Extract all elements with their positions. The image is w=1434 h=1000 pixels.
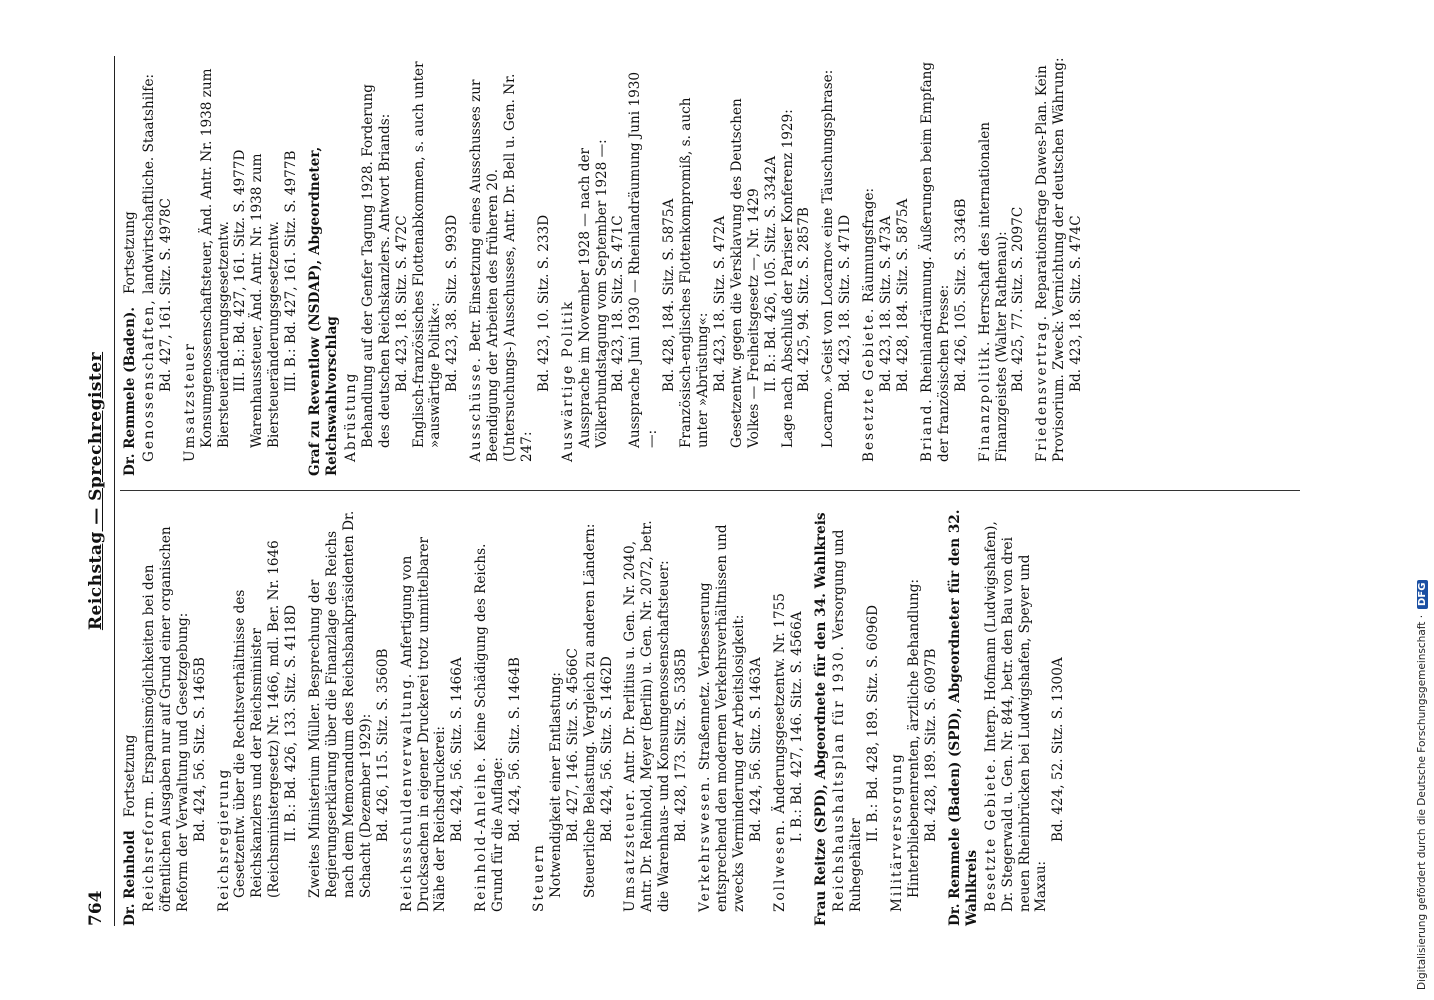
entry-keyword: Friedensvertrag.	[1034, 313, 1051, 462]
entry-reference: Bd. 423, 18. Sitz. S. 471D	[837, 214, 854, 392]
entry-reference: Bd. 427, 146. Sitz. S. 4566C	[564, 648, 581, 842]
speaker-heading	[947, 506, 981, 926]
entry-text: Notwendigkeit einer Entlastung:	[547, 672, 564, 898]
entry-reference: Bd. 428, 184. Sitz. S. 5875A	[661, 198, 678, 392]
entry-text: Französisch-englisches Flottenkompromiß, s. auch unter »Abrüstung«:	[678, 97, 711, 448]
entry-text: Versorgung und Ruhegehälter	[831, 529, 865, 912]
entry-text: Warenhaussteuer, Änd. Antr. Nr. 1938 zum Biersteueränderungsgesetzentw.	[249, 153, 283, 448]
page-header	[80, 56, 115, 926]
entry-keyword: Locarno.	[820, 387, 837, 448]
entry-reference: II. B.: Bd. 426, 105. Sitz. S. 3342A	[762, 156, 779, 392]
entry-reference: Bd. 424, 56. Sitz. S. 1466A	[449, 657, 466, 842]
entry-keyword: Genossenschaften,	[140, 298, 157, 462]
right-column	[122, 56, 1092, 476]
register-entry	[141, 56, 175, 476]
register-entry	[861, 56, 912, 476]
entry-reference: Bd. 428, 173. Sitz. S. 5385B	[673, 648, 690, 842]
entry-text: »Geist von Locarno« eine Täuschungsphrase:	[820, 69, 837, 384]
rotated-page	[80, 56, 1320, 926]
entry-keyword: Ausschüsse.	[468, 356, 485, 462]
entry-reference: Bd. 428, 189. Sitz. S. 6097B	[922, 648, 939, 842]
entry-reference: Bd. 425, 94. Sitz. S. 2857B	[796, 207, 813, 392]
entry-text: Änderungsgesetzentw. Nr. 1755	[771, 593, 788, 814]
entry-keyword: Reichsreform.	[140, 788, 157, 912]
entry-reference: Bd. 424, 56. Sitz. S. 1462D	[598, 656, 615, 842]
entry-text: Antr. Dr. Perlitius u. Gen. Nr. 2040, Antr. Dr. Reinhold, Meyer (Berlin) u. Gen. Nr. 2072, betr. die Warenhaus- und Konsumgenossenschaftsteuer:	[622, 520, 673, 912]
entry-reference: II. B.: Bd. 428, 189. Sitz. S. 6096D	[865, 605, 882, 842]
entry-reference: Bd. 423, 18. Sitz. S. 473A	[878, 215, 895, 392]
register-entry	[697, 506, 765, 926]
register-entry	[343, 56, 461, 476]
entry-text: Räumungsfrage:	[861, 187, 878, 303]
entry-reference: Bd. 423, 10. Sitz. S. 233D	[535, 214, 552, 392]
speaker-name: Dr. Remmele (Baden).	[122, 306, 138, 476]
entry-text: Englisch-französisches Flottenabkommen, s. auch unter »auswärtige Politik«:	[410, 61, 444, 448]
entry-text: Hinterbliebenenrenten, ärztliche Behandlung:	[906, 578, 923, 898]
entry-keyword: Reichsregierung	[215, 767, 232, 912]
entry-keyword: Reichshaushaltsplan für 1930.	[831, 644, 848, 912]
entry-reference: Bd. 425, 77. Sitz. S. 2097C	[1010, 206, 1027, 392]
entry-reference: II. B.: Bd. 426, 133. Sitz. S. 4118D	[283, 605, 300, 842]
speaker-name: Graf zu Reventlow (NSDAP), Abgeordneter, Reichswahlvorschlag	[307, 146, 340, 476]
register-entry	[831, 506, 882, 926]
entry-text: Ersparnismöglichkeiten bei den öffentlichen Ausgaben nur auf Grund einer organischen Reform der Verwaltung und Gesetzgebung:	[140, 526, 191, 912]
left-column	[122, 506, 1074, 926]
entry-reference: Bd. 424, 56. Sitz. S. 1463A	[747, 657, 764, 842]
entry-text: Interp. Hofmann (Ludwigshafen), Dr. Stegerwald u. Gen. Nr. 844, betr. den Bau von drei neuen Rheinbrücken bei Ludwigshafen, Speyer und Maxau:	[982, 521, 1050, 912]
entry-text: Anfertigung von Drucksachen in eigener Druckerei trotz unmittelbarer Nähe der Reichsdruckerei:	[398, 536, 449, 912]
dfg-logo: DFG	[1417, 580, 1428, 609]
entry-keyword: Steuern	[530, 843, 547, 912]
entry-keyword: Abrüstung	[342, 371, 359, 462]
column-divider	[120, 490, 1300, 491]
entry-text: Reparationsfrage Dawes-Plan. Kein Provisorium. Zweck: Vernichtung der deutschen Währung:	[1034, 57, 1068, 462]
entry-text: Steuerliche Belastung. Vergleich zu anderen Ländern:	[581, 523, 598, 898]
entry-reference: III. B.: Bd. 427, 161. Sitz. S. 4977D	[232, 149, 249, 392]
register-entry	[622, 506, 690, 926]
register-entry	[977, 56, 1028, 476]
register-entry	[820, 56, 854, 476]
running-title: Reichstag — Sprechregister	[86, 351, 106, 631]
entry-reference: Bd. 423, 18. Sitz. S. 472A	[711, 215, 728, 392]
entry-keyword: Briand.	[918, 397, 935, 462]
credit-text: Digitalisierung gefördert durch die Deutsche Forschungsgemeinschaft ·	[1416, 614, 1428, 990]
entry-keyword: Besetzte Gebiete.	[861, 306, 878, 462]
entry-keyword: Militärversorgung	[889, 752, 906, 912]
entry-text: Besprechung der Regierungserklärung über die Finanzlage des Reichs nach dem Memorandum des Reichsbankpräsidenten Dr. Schacht (Dezember 1929):	[307, 510, 374, 898]
digitization-credit	[1416, 580, 1428, 990]
entry-text: Aussprache im November 1928 — nach der Völkerbundstagung vom September 1928 —:	[576, 139, 610, 448]
register-entry	[468, 56, 553, 476]
register-entry	[141, 506, 209, 926]
entry-keyword: Verkehrswesen.	[697, 774, 714, 912]
register-entry	[1034, 56, 1085, 476]
register-entry	[889, 506, 940, 926]
register-entry	[182, 56, 300, 476]
entry-text: Rheinlandräumung. Äußerungen beim Empfang der französischen Presse:	[918, 61, 952, 462]
entry-keyword: Zollwesen.	[771, 817, 788, 912]
entry-keyword: Reichsschuldenverwaltung.	[398, 671, 415, 912]
entry-text: Lage nach Abschluß der Pariser Konferenz 1929:	[779, 109, 796, 448]
register-entry	[772, 506, 806, 926]
entry-reference: Bd. 427, 161. Sitz. S. 4978C	[157, 198, 174, 392]
entry-keyword: Reinhold-Anleihe.	[473, 755, 490, 912]
page-number: 764	[86, 890, 106, 926]
entry-text: landwirtschaftliche. Staatshilfe:	[140, 73, 157, 294]
entry-text: Betr. Einsetzung eines Ausschusses zur Beendigung der Arbeiten des früheren 20. (Untersuchungs-) Ausschusses, Antr. Dr. Bell u. Gen. Nr. 247:	[468, 73, 535, 462]
entry-keyword: Zweites Ministerium Müller.	[307, 702, 324, 898]
entry-keyword: Umsatzsteuer.	[622, 787, 639, 912]
entry-text: Gesetzentw. über die Rechtsverhältnisse des Reichskanzlers und der Reichsminister (Reichsministergesetz) Nr. 1466, mdl. Ber. Nr. 1646	[232, 540, 283, 898]
entry-reference: Bd. 423, 18. Sitz. S. 474C	[1068, 215, 1085, 392]
register-entry	[399, 506, 467, 926]
entry-text: Gesetzentw. gegen die Versklavung des Deutschen Volkes — Freiheitsgesetz —, Nr. 1429	[728, 98, 762, 448]
entry-reference: Bd. 423, 38. Sitz. S. 993D	[444, 214, 461, 392]
register-entry	[560, 56, 814, 476]
entry-text: Aussprache Juni 1930 — Rheinlandräumung Juni 1930 —:	[627, 71, 661, 448]
entry-reference: I. B.: Bd. 427, 146. Sitz. S. 4566A	[788, 611, 805, 842]
register-entry	[473, 506, 524, 926]
entry-text: Keine Schädigung des Reichs. Grund für die Auflage:	[473, 543, 507, 912]
speaker-heading	[122, 506, 139, 926]
entry-text: Konsumgenossenschaftsteuer, Änd. Antr. Nr. 1938 zum Biersteueränderungsgesetzentw.	[198, 68, 232, 448]
entry-keyword: Umsatzsteuer	[181, 342, 198, 462]
entry-reference: Bd. 428, 184. Sitz. S. 5875A	[894, 198, 911, 392]
entry-keyword: Besetzte Gebiete.	[982, 756, 999, 912]
entry-keyword: Finanzpolitik.	[976, 339, 993, 462]
continuation-label: Fortsetzung	[122, 211, 138, 295]
entry-reference: Bd. 426, 115. Sitz. S. 3560B	[374, 648, 391, 842]
speaker-heading	[307, 56, 341, 476]
speaker-name: Dr. Remmele (Baden) (SPD), Abgeordneter für den 32. Wahlkreis	[946, 509, 980, 926]
speaker-heading	[813, 506, 830, 926]
continuation-label: Fortsetzung	[122, 734, 138, 818]
entry-reference: Bd. 426, 105. Sitz. S. 3346B	[952, 198, 969, 392]
register-entry	[983, 506, 1068, 926]
register-entry	[216, 506, 301, 926]
speaker-name: Frau Reitze (SPD), Abgeordnete für den 34. Wahlkreis	[812, 512, 829, 926]
entry-reference: III. B.: Bd. 427, 161. Sitz. S. 4977B	[283, 150, 300, 392]
speaker-heading	[122, 56, 139, 476]
entry-text: Herrschaft des internationalen Finanzgeistes (Walter Rathenau):	[976, 121, 1010, 462]
entry-reference: Bd. 424, 52. Sitz. S. 1300A	[1050, 657, 1067, 842]
entry-reference: Bd. 424, 56. Sitz. S. 1465B	[191, 657, 208, 842]
entry-reference: Bd. 424, 56. Sitz. S. 1464B	[507, 657, 524, 842]
entry-reference: Bd. 423, 18. Sitz. S. 472C	[393, 215, 410, 392]
entry-keyword: Auswärtige Politik	[559, 299, 576, 462]
speaker-name: Dr. Reinhold	[122, 830, 138, 926]
entry-reference: Bd. 423, 18. Sitz. S. 471C	[610, 215, 627, 392]
entry-text: Straßennetz. Verbesserung entsprechend den modernen Verkehrsverhältnissen und zwecks Verminderung der Arbeitslosigkeit:	[697, 524, 747, 912]
register-entry	[531, 506, 616, 926]
entry-text: Behandlung auf der Genfer Tagung 1928. Forderung des deutschen Reichskanzlers. Antwort Briands:	[359, 84, 393, 448]
register-entry	[307, 506, 392, 926]
register-entry	[919, 56, 970, 476]
